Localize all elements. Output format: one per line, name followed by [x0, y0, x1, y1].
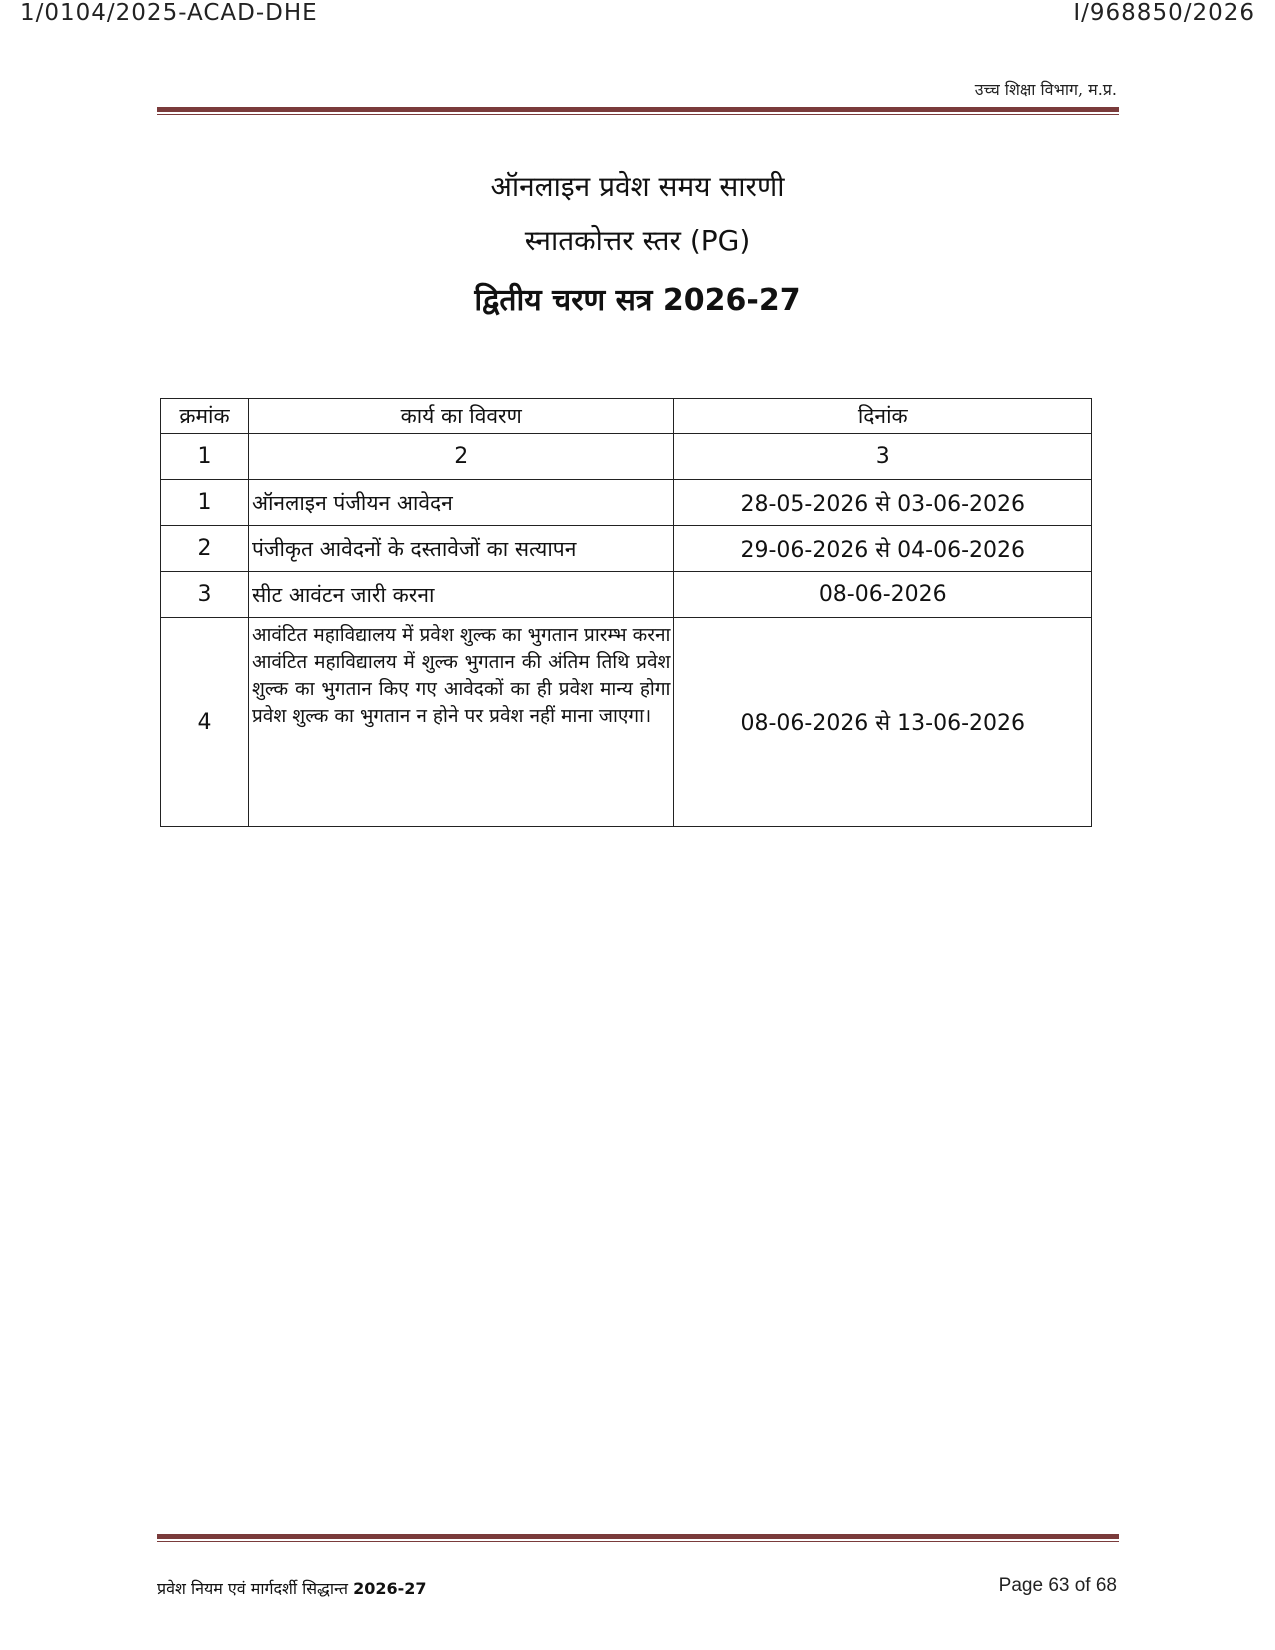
row-sno: 3 — [161, 572, 249, 618]
page-subtitle-phase: द्वितीय चरण सत्र 2026-27 — [474, 283, 801, 318]
file-number-stamp: 1/0104/2025-ACAD-DHE — [20, 0, 318, 26]
table-row — [161, 480, 1092, 526]
column-number: 2 — [248, 434, 674, 480]
row-date: 29-06-2026 से 04-06-2026 — [674, 526, 1092, 572]
row-description: आवंटित महाविद्यालय में प्रवेश शुल्क का भुगतान प्रारम्भ करना आवंटित महाविद्यालय में शुल्क भुगतान की अंतिम तिथि प्रवेश शुल्क का भुगतान किए गए आवेदकों का ही प्रवेश मान्य होगा प्रवेश शुल्क का भुगतान न होने पर प्रवेश नहीं माना जाएगा। — [248, 618, 674, 827]
column-number: 1 — [161, 434, 249, 480]
row-date: 28-05-2026 से 03-06-2026 — [674, 480, 1092, 526]
column-header-sno: क्रमांक — [161, 399, 249, 434]
table-row — [161, 618, 1092, 827]
table-header-row — [161, 399, 1092, 434]
row-date: 08-06-2026 — [674, 572, 1092, 618]
column-header-description: कार्य का विवरण — [248, 399, 674, 434]
department-header: उच्च शिक्षा विभाग, म.प्र. — [974, 80, 1117, 99]
table-row — [161, 572, 1092, 618]
column-number: 3 — [674, 434, 1092, 480]
footer-year: 2026-27 — [353, 1579, 427, 1598]
column-number-row — [161, 434, 1092, 480]
row-description: ऑनलाइन पंजीयन आवेदन — [248, 480, 674, 526]
page-number: Page 63 of 68 — [998, 1575, 1117, 1596]
title-block — [0, 172, 1275, 316]
row-sno: 4 — [161, 618, 249, 827]
header-divider — [157, 107, 1119, 115]
page-subtitle-level: स्नातकोत्तर स्तर (PG) — [524, 224, 751, 257]
row-description: सीट आवंटन जारी करना — [248, 572, 674, 618]
row-sno: 1 — [161, 480, 249, 526]
row-description: पंजीकृत आवेदनों के दस्तावेजों का सत्यापन — [248, 526, 674, 572]
schedule-table — [160, 398, 1092, 827]
receipt-number-stamp: I/968850/2026 — [1073, 0, 1255, 26]
row-date: 08-06-2026 से 13-06-2026 — [674, 618, 1092, 827]
page-title: ऑनलाइन प्रवेश समय सारणी — [490, 170, 785, 203]
footer-divider — [157, 1534, 1119, 1542]
row-sno: 2 — [161, 526, 249, 572]
table-row — [161, 526, 1092, 572]
footer-title-text: प्रवेश नियम एवं मार्गदर्शी सिद्धान्त — [157, 1579, 349, 1598]
footer-document-title — [157, 1577, 427, 1599]
column-header-date: दिनांक — [674, 399, 1092, 434]
